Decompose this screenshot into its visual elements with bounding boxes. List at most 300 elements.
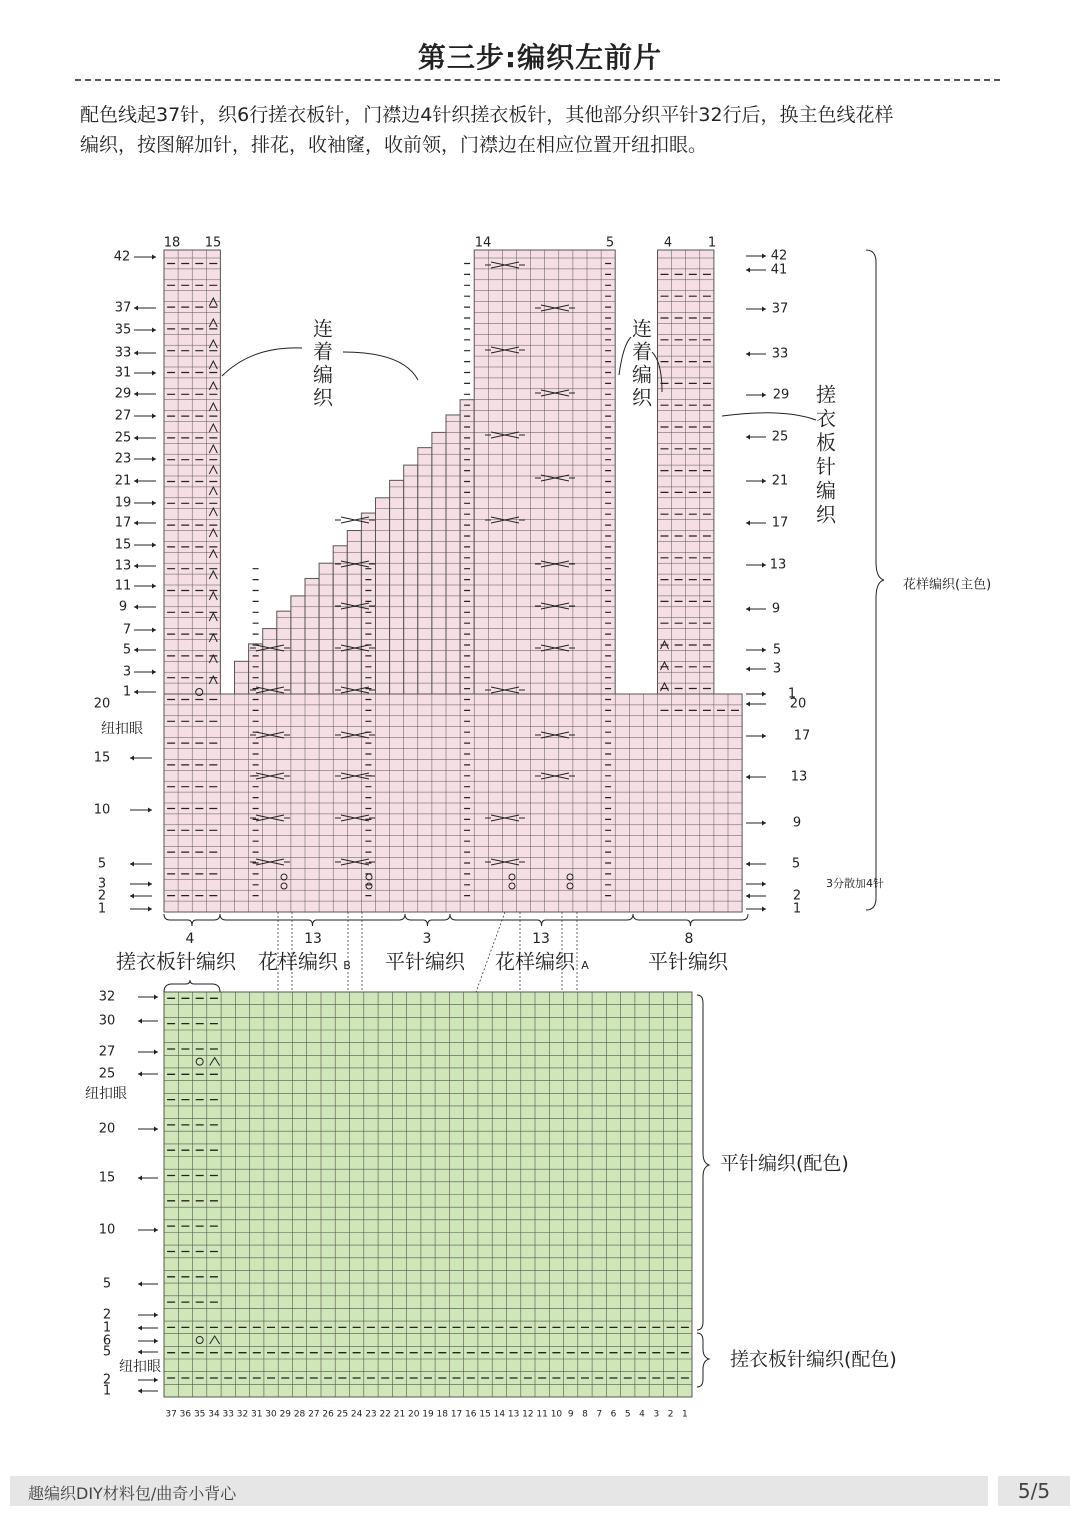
- column-number: 3: [653, 1409, 660, 1420]
- lower-row-label: 20: [98, 1121, 116, 1137]
- label-char: 搓: [816, 382, 836, 407]
- row-arrow-right: [130, 882, 152, 887]
- row-arrow-left: [138, 1019, 158, 1024]
- section-sub: B: [343, 959, 351, 972]
- section-brace: [633, 914, 748, 926]
- row-arrow-left: [134, 564, 156, 569]
- arrow-head: [134, 392, 138, 397]
- row-arrow-right: [746, 692, 766, 697]
- section-name: 平针编织: [648, 949, 728, 974]
- left-front-band: [164, 250, 220, 694]
- upper-row-label-right: 17: [771, 515, 789, 531]
- column-number: 25: [336, 1409, 349, 1420]
- row-arrow-right: [134, 414, 156, 419]
- arrow-head: [134, 306, 138, 311]
- arrow-head: [762, 648, 766, 653]
- row-arrow-left: [134, 605, 156, 610]
- row-arrow-left: [134, 436, 156, 441]
- garter-section-label: 搓衣板针编织(配色): [730, 1348, 897, 1371]
- arrow-head: [154, 995, 158, 1000]
- column-number: 6: [610, 1409, 617, 1420]
- row-arrow-left: [138, 1389, 158, 1394]
- footer-title: 趣编织DIY材料包/曲奇小背心: [28, 1484, 237, 1503]
- row-arrow-left: [746, 894, 766, 899]
- upper-row-label-left: 33: [114, 345, 132, 361]
- row-arrow-left: [138, 1350, 158, 1355]
- upper-body-base: [164, 694, 742, 912]
- main-panel-upper: [474, 250, 615, 694]
- column-number: 4: [639, 1409, 645, 1420]
- row-arrow-left: [134, 690, 156, 695]
- column-number: 13: [507, 1409, 520, 1420]
- label-char: 编: [313, 362, 333, 387]
- column-number: 27: [308, 1409, 320, 1420]
- row-arrow-left: [134, 479, 156, 484]
- row-arrow-left: [746, 862, 766, 867]
- arrow-head: [134, 521, 138, 526]
- upper-row-label-left: 17: [114, 515, 132, 531]
- row-arrow-right: [134, 584, 156, 589]
- arrow-head: [130, 862, 134, 867]
- lower-row-label: 30: [98, 1013, 116, 1029]
- row-arrow-right: [134, 457, 156, 462]
- row-arrow-right: [134, 543, 156, 548]
- label-char: 着: [313, 339, 333, 364]
- neckline-step: [432, 432, 446, 694]
- arrow-head: [152, 628, 156, 633]
- label-char: 针: [816, 454, 836, 479]
- upper-row-label-left: 1: [122, 684, 132, 700]
- arrow-head: [746, 268, 750, 273]
- neckline-step: [319, 563, 333, 694]
- upper-row-label-left: 21: [114, 473, 132, 489]
- label-char: 编: [632, 362, 652, 387]
- row-arrow-left: [746, 702, 766, 707]
- arrow-head: [130, 756, 134, 761]
- upper-row-label-right: 3: [772, 661, 782, 677]
- connect-label-left: [313, 317, 334, 410]
- column-number: 16: [465, 1409, 477, 1420]
- arrow-head: [152, 414, 156, 419]
- arrow-head: [152, 371, 156, 376]
- arrow-head: [152, 670, 156, 675]
- neckline-step: [333, 546, 347, 694]
- lower-row-label: 2: [102, 1307, 112, 1323]
- row-arrow-left: [134, 306, 156, 311]
- upper-row-label-right: 9: [771, 601, 781, 617]
- block-background: [277, 611, 291, 694]
- block-background: [235, 661, 249, 694]
- row-arrow-left: [130, 894, 152, 899]
- description-line-1: 配色线起37针，织6行搓衣板针，门襟边4针织搓衣板针，其他部分织平针32行后，换主色线花样: [80, 104, 894, 126]
- row-arrow-right: [746, 648, 766, 653]
- arrow-head: [134, 564, 138, 569]
- top-column-label: 14: [474, 235, 492, 251]
- row-arrow-right: [134, 255, 156, 260]
- section-count: 3: [422, 931, 432, 947]
- neckline-step: [376, 498, 390, 694]
- column-number: 7: [596, 1409, 603, 1420]
- lower-row-label: 32: [98, 989, 116, 1005]
- upper-row-label-left: 31: [114, 365, 132, 381]
- column-number: 9: [567, 1409, 574, 1420]
- upper-row-label-left: 1: [97, 901, 107, 917]
- row-arrow-right: [746, 907, 766, 912]
- leader-curve: [722, 413, 816, 420]
- upper-row-label-left: 3: [122, 664, 132, 680]
- lower-row-label: 2: [102, 1372, 112, 1388]
- row-arrow-left: [138, 1176, 158, 1181]
- column-number: 8: [582, 1409, 588, 1420]
- section-name: 平针编织: [385, 949, 465, 974]
- row-arrow-left: [746, 435, 766, 440]
- buttonhole-label: 纽扣眼: [101, 721, 143, 737]
- column-number: 20: [408, 1409, 420, 1420]
- arrow-head: [746, 702, 750, 707]
- label-char: 连: [313, 316, 333, 341]
- top-column-label: 5: [605, 235, 615, 251]
- label-char: 衣: [816, 406, 836, 431]
- label-char: 连: [632, 316, 652, 341]
- upper-row-label-left: 5: [97, 856, 107, 872]
- top-column-label: 18: [163, 235, 181, 251]
- arrow-head: [762, 307, 766, 312]
- top-column-label: 1: [707, 235, 717, 251]
- page-number: 5/5: [1017, 1479, 1051, 1503]
- block-background: [291, 596, 305, 694]
- upper-row-label-right: 1: [787, 686, 797, 702]
- arrow-head: [762, 393, 766, 398]
- upper-row-label-left: 9: [118, 599, 128, 615]
- upper-row-label-left: 29: [114, 386, 132, 402]
- arrow-head: [148, 907, 152, 912]
- top-column-label: 4: [663, 235, 673, 251]
- arrow-head: [138, 1282, 142, 1287]
- row-arrow-left: [134, 392, 156, 397]
- lower-row-label: 5: [102, 1344, 112, 1360]
- upper-row-label-right: 9: [792, 815, 802, 831]
- row-arrow-right: [134, 501, 156, 506]
- arrow-head: [138, 1326, 142, 1331]
- arrow-head: [762, 882, 766, 887]
- upper-row-label-right: 13: [790, 769, 808, 785]
- row-arrow-right: [138, 1050, 158, 1055]
- row-arrow-left: [746, 521, 766, 526]
- upper-chart-grid: [164, 250, 742, 912]
- arrow-head: [134, 436, 138, 441]
- arrow-head: [152, 255, 156, 260]
- description-line-2: 编织，按图解加针，排花，收袖窿，收前领，门襟边在相应位置开纽扣眼。: [80, 134, 708, 156]
- arrow-head: [138, 1176, 142, 1181]
- lower-row-label: 25: [98, 1066, 116, 1082]
- row-arrow-right: [746, 821, 766, 826]
- upper-row-label-right: 37: [771, 301, 789, 317]
- section-name: 花样编织: [495, 949, 575, 974]
- column-number: 34: [208, 1409, 220, 1420]
- row-arrow-right: [138, 1228, 158, 1233]
- neckline-step: [291, 596, 305, 694]
- brace-pattern-main: [866, 250, 884, 910]
- arrow-head: [746, 862, 750, 867]
- upper-row-label-left: 13: [114, 558, 132, 574]
- column-number: 15: [479, 1409, 491, 1420]
- upper-row-label-left: 20: [93, 696, 111, 712]
- column-number: 24: [350, 1409, 363, 1420]
- label-char: 板: [816, 430, 836, 455]
- column-number: 10: [550, 1409, 563, 1420]
- neckline-step: [277, 611, 291, 694]
- row-arrow-right: [134, 670, 156, 675]
- arrow-head: [138, 1350, 142, 1355]
- neckline-step: [390, 480, 404, 694]
- row-arrow-right: [130, 808, 152, 813]
- column-number: 19: [422, 1409, 434, 1420]
- row-arrow-left: [138, 1326, 158, 1331]
- row-arrow-left: [746, 607, 766, 612]
- arrow-head: [154, 1339, 158, 1344]
- row-arrow-right: [138, 1378, 158, 1383]
- section-name: 花样编织: [258, 949, 338, 974]
- row-arrow-right: [138, 1127, 158, 1132]
- column-number: 32: [236, 1409, 249, 1420]
- section-brace: [405, 914, 450, 926]
- neckline-step: [235, 661, 249, 694]
- column-number: 14: [493, 1409, 506, 1420]
- row-arrow-right: [746, 479, 766, 484]
- arrow-head: [154, 1127, 158, 1132]
- column-number: 31: [251, 1409, 263, 1420]
- right-band-upper: [658, 250, 714, 694]
- row-arrow-right: [134, 371, 156, 376]
- column-number: 30: [265, 1409, 277, 1420]
- column-number: 26: [322, 1409, 334, 1420]
- pattern-main-label: 花样编织(主色): [903, 577, 992, 593]
- arrow-head: [762, 821, 766, 826]
- arrow-head: [762, 479, 766, 484]
- connect-label-right: [632, 317, 653, 410]
- arrow-head: [148, 808, 152, 813]
- lower-row-label: 10: [98, 1222, 116, 1238]
- arrow-head: [154, 1378, 158, 1383]
- column-number: 17: [450, 1409, 463, 1420]
- section-sub: A: [581, 959, 589, 972]
- column-number: 22: [379, 1409, 391, 1420]
- row-arrow-right: [130, 907, 152, 912]
- leader-curve: [343, 352, 418, 380]
- arrow-head: [130, 894, 134, 899]
- lower-row-label: 15: [98, 1170, 116, 1186]
- column-number: 1: [681, 1409, 688, 1420]
- row-arrow-right: [746, 734, 766, 739]
- upper-row-label-left: 15: [114, 537, 132, 553]
- column-number: 35: [193, 1409, 206, 1420]
- arrow-head: [134, 605, 138, 610]
- arrow-head: [746, 435, 750, 440]
- row-arrow-right: [138, 1313, 158, 1318]
- row-arrow-left: [138, 1072, 158, 1077]
- row-arrow-right: [138, 1339, 158, 1344]
- arrow-head: [152, 501, 156, 506]
- lower-row-label: 5: [102, 1276, 112, 1292]
- upper-row-label-right: 2: [792, 888, 802, 904]
- arrow-head: [154, 1050, 158, 1055]
- neckline-step: [446, 415, 460, 694]
- upper-row-label-right: 5: [791, 856, 801, 872]
- row-arrow-left: [134, 648, 156, 653]
- neckline-step: [418, 448, 432, 694]
- section-count: 4: [185, 931, 195, 947]
- row-arrow-left: [138, 1282, 158, 1287]
- lower-column-numbers: [165, 1410, 687, 1420]
- upper-row-label-right: 20: [789, 696, 807, 712]
- section-count: 13: [532, 931, 550, 947]
- upper-row-label-left: 11: [114, 578, 132, 594]
- upper-row-label-left: 15: [93, 750, 111, 766]
- row-arrow-left: [134, 351, 156, 356]
- block-background: [333, 546, 347, 694]
- arrow-head: [746, 775, 750, 780]
- row-arrow-right: [746, 393, 766, 398]
- row-arrow-right: [746, 563, 766, 568]
- row-arrow-left: [746, 352, 766, 357]
- garter-band-brace: [164, 980, 220, 992]
- upper-row-label-left: 10: [93, 802, 111, 818]
- arrow-head: [152, 584, 156, 589]
- upper-row-label-left: 23: [114, 451, 132, 467]
- block-background: [404, 465, 418, 694]
- lower-row-label: 6: [102, 1333, 112, 1349]
- upper-row-label-right: 17: [793, 728, 811, 744]
- upper-row-label-left: 42: [113, 249, 131, 265]
- brace-stockinette: [697, 995, 709, 1330]
- arrow-head: [746, 607, 750, 612]
- row-arrow-left: [746, 667, 766, 672]
- column-number: 28: [293, 1409, 306, 1420]
- leader-curve: [222, 348, 302, 376]
- page-title: 第三步:编织左前片: [417, 41, 663, 74]
- upper-row-label-left: 5: [122, 642, 132, 658]
- upper-row-label-left: 37: [114, 300, 132, 316]
- arrow-head: [152, 457, 156, 462]
- row-arrow-right: [138, 995, 158, 1000]
- column-number: 11: [536, 1409, 548, 1420]
- block-background: [446, 415, 460, 694]
- column-number: 12: [522, 1409, 534, 1420]
- arrow-head: [746, 352, 750, 357]
- arrow-head: [762, 907, 766, 912]
- column-number: 36: [179, 1409, 192, 1420]
- arrow-head: [138, 1072, 142, 1077]
- arrow-head: [746, 521, 750, 526]
- arrow-head: [746, 894, 750, 899]
- arrow-head: [762, 254, 766, 259]
- label-char: 织: [632, 385, 652, 410]
- upper-row-label-left: 27: [114, 408, 132, 424]
- upper-row-label-right: 3分散加4针: [826, 877, 884, 890]
- section-count: 8: [684, 931, 694, 947]
- arrow-head: [148, 882, 152, 887]
- lower-chart-grid: [164, 992, 692, 1397]
- upper-row-label-left: 3: [97, 876, 107, 892]
- arrow-head: [154, 1228, 158, 1233]
- row-arrow-right: [746, 254, 766, 259]
- arrow-head: [134, 648, 138, 653]
- upper-row-label-right: 42: [770, 248, 788, 264]
- top-column-label: 15: [204, 235, 222, 251]
- upper-row-label-left: 35: [114, 322, 132, 338]
- section-brace: [220, 914, 405, 926]
- column-number: 29: [279, 1409, 292, 1420]
- buttonhole-label-upper: 纽扣眼: [85, 1086, 127, 1102]
- arrow-head: [762, 563, 766, 568]
- column-number: 33: [222, 1409, 234, 1420]
- arrow-head: [152, 328, 156, 333]
- label-char: 织: [816, 502, 836, 527]
- upper-row-label-left: 25: [114, 430, 132, 446]
- upper-row-label-left: 2: [97, 888, 107, 904]
- lower-row-label: 1: [102, 1320, 112, 1336]
- arrow-head: [152, 543, 156, 548]
- arrow-head: [134, 690, 138, 695]
- row-arrow-left: [746, 268, 766, 273]
- block-gridlines: [164, 694, 742, 912]
- arrow-head: [134, 351, 138, 356]
- section-name: 搓衣板针编织: [116, 949, 236, 974]
- section-brace: [164, 914, 220, 926]
- buttonhole-label-lower: 纽扣眼: [119, 1359, 161, 1375]
- upper-row-label-right: 21: [771, 473, 789, 489]
- neckline-step: [347, 531, 361, 695]
- neckline-step: [263, 629, 277, 694]
- row-arrow-left: [746, 775, 766, 780]
- column-number: 23: [365, 1409, 377, 1420]
- upper-row-label-right: 1: [792, 901, 802, 917]
- arrow-head: [138, 1019, 142, 1024]
- upper-row-label-right: 5: [772, 642, 782, 658]
- label-char: 着: [632, 339, 652, 364]
- column-number: 5: [624, 1409, 631, 1420]
- upper-row-label-left: 7: [122, 622, 132, 638]
- label-char: 织: [313, 385, 333, 410]
- section-brace: [450, 914, 633, 926]
- column-number: 21: [393, 1409, 406, 1420]
- row-arrow-right: [134, 328, 156, 333]
- label-char: 编: [816, 478, 836, 503]
- neckline-step: [305, 578, 319, 694]
- column-number: 37: [165, 1409, 177, 1420]
- column-number: 18: [436, 1409, 448, 1420]
- row-arrow-right: [746, 882, 766, 887]
- upper-row-label-left: 19: [114, 495, 132, 511]
- stockinette-section-label: 平针编织(配色): [720, 1152, 849, 1175]
- neckline-step: [249, 644, 263, 694]
- upper-row-label-right: 33: [771, 346, 789, 362]
- arrow-head: [762, 734, 766, 739]
- leader-curve: [619, 337, 631, 375]
- brace-garter: [697, 1333, 709, 1387]
- upper-row-label-right: 41: [770, 262, 788, 278]
- upper-row-label-right: 29: [772, 387, 790, 403]
- row-arrow-left: [130, 862, 152, 867]
- arrow-head: [134, 479, 138, 484]
- block-background: [390, 480, 404, 694]
- row-arrow-right: [746, 307, 766, 312]
- garter-side-label: [816, 383, 837, 527]
- row-arrow-left: [134, 521, 156, 526]
- row-arrow-left: [130, 756, 152, 761]
- upper-row-label-right: 25: [771, 429, 789, 445]
- arrow-head: [762, 692, 766, 697]
